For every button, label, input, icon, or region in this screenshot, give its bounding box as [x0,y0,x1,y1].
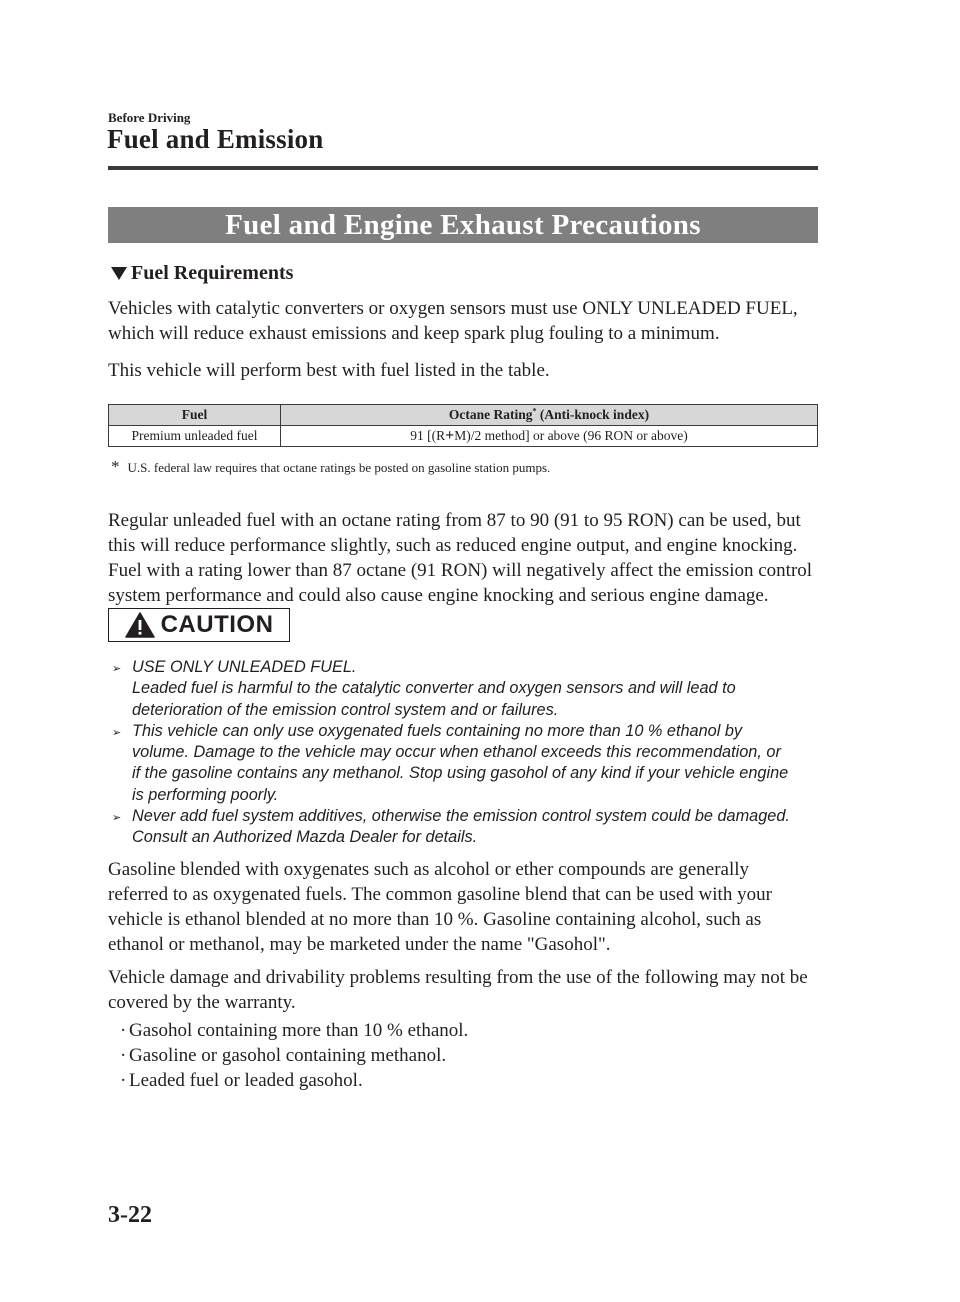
text-line: Leaded fuel is harmful to the catalytic converter and oxygen sensors and will lead to [132,679,736,698]
footnote [111,457,551,476]
chapter-title: Fuel and Emission [107,124,324,154]
text-line: Fuel with a rating lower than 87 octane (91 RON) will negatively affect the emission control [108,560,813,581]
list-item [120,1018,468,1043]
regular-fuel-paragraph [108,508,823,608]
caution-item [112,657,824,721]
section-banner: Fuel and Engine Exhaust Precautions [108,207,818,243]
table-cell-fuel: Premium unleaded fuel [109,426,281,447]
table-header-fuel: Fuel [109,405,281,426]
text-line: Regular unleaded fuel with an octane rating from 87 to 90 (91 to 95 RON) can be used, but [108,510,801,531]
table-header-row [109,405,818,426]
footnote-mark: * [111,457,120,476]
bullet-dot-icon: · [120,1045,127,1066]
text-line: vehicle is ethanol blended at no more than 10 %. Gasoline containing alcohol, such as [108,909,762,930]
footnote-text: U.S. federal law requires that octane ratings be posted on gasoline station pumps. [127,460,551,475]
text-line: Consult an Authorized Mazda Dealer for details. [132,828,478,847]
arrow-bullet-icon: ➢ [112,726,122,739]
warranty-bullet-list [120,1018,468,1093]
text-line: is performing poorly. [132,785,279,804]
down-triangle-icon [111,267,127,280]
caution-list [112,657,824,849]
text-line: which will reduce exhaust emissions and keep spark plug fouling to a minimum. [108,323,720,344]
caution-label: CAUTION [160,611,274,638]
text-line: system performance and could also cause engine knocking and serious engine damage. [108,585,769,606]
list-item [120,1068,468,1093]
table-cell-octane: 91 [(R+M)/2 method] or above (96 RON or above) [281,426,818,447]
list-item-text: Gasohol containing more than 10 % ethanol. [129,1020,469,1041]
intro-paragraph [108,296,823,346]
bullet-dot-icon: · [120,1020,127,1041]
page-number: 3-22 [108,1202,152,1228]
table-row [109,426,818,447]
text-line: ethanol or methanol, may be marketed under the name "Gasohol". [108,934,611,955]
text-line: This vehicle can only use oxygenated fuels containing no more than 10 % ethanol by [132,721,743,740]
fuel-table [108,404,818,447]
caution-item [112,721,824,806]
warranty-paragraph [108,965,823,1015]
text-line: USE ONLY UNLEADED FUEL. [132,658,357,676]
caution-box [108,608,290,642]
subsection-title: Fuel Requirements [131,262,294,284]
list-item-text: Leaded fuel or leaded gasohol. [129,1070,363,1091]
arrow-bullet-icon: ➢ [112,663,122,675]
header-divider [108,166,818,170]
list-item-text: Gasoline or gasohol containing methanol. [129,1045,447,1066]
text-line: Never add fuel system additives, otherwise the emission control system could be damaged. [132,807,790,826]
text-line: volume. Damage to the vehicle may occur when ethanol exceeds this recommendation, or [132,743,781,762]
text-line: covered by the warranty. [108,992,296,1013]
intro-paragraph-2: This vehicle will perform best with fuel listed in the table. [108,360,550,381]
table-header-octane: Octane Rating* (Anti-knock index) [281,405,818,426]
section-label: Before Driving [108,110,191,125]
bullet-dot-icon: · [120,1070,127,1091]
text-line: Gasoline blended with oxygenates such as alcohol or ether compounds are generally [108,859,750,880]
caution-item [112,806,824,849]
warning-triangle-icon [125,612,155,638]
text-line: Vehicles with catalytic converters or oxygen sensors must use ONLY UNLEADED FUEL, [108,298,798,319]
text-line: referred to as oxygenated fuels. The common gasoline blend that can be used with your [108,884,772,905]
text-line: if the gasoline contains any methanol. Stop using gasohol of any kind if your vehicle engine [132,764,789,783]
arrow-bullet-icon: ➢ [112,812,122,825]
text-line: deterioration of the emission control system and or failures. [132,700,559,719]
oxygenated-fuel-paragraph [108,857,823,957]
subsection-heading [111,262,293,285]
text-line: Vehicle damage and drivability problems resulting from the use of the following may not be [108,967,808,988]
list-item [120,1043,468,1068]
text-line: this will reduce performance slightly, such as reduced engine output, and engine knocking. [108,535,798,556]
